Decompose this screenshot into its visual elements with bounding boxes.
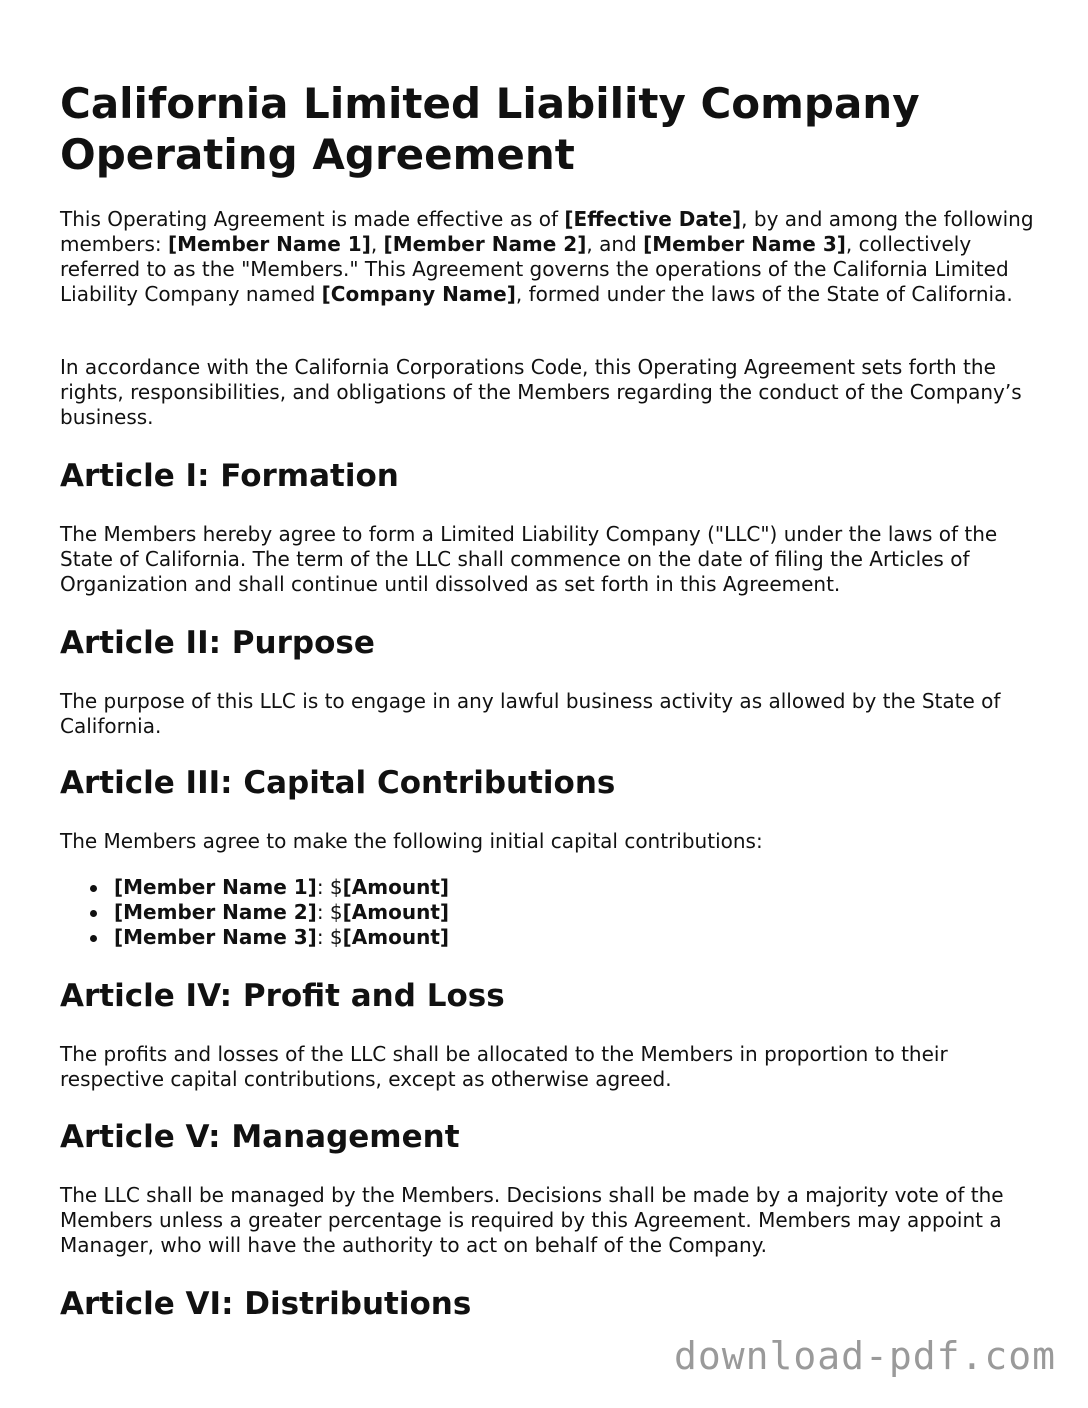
member-name-2-field: [Member Name 2] [383, 232, 587, 256]
article-2-heading: Article II: Purpose [60, 625, 375, 661]
intro-paragraph: This Operating Agreement is made effective as of [Effective Date], by and among the following members: [Member Name 1], [Member Name 2], and [Member Name 3], collectively referred to as the "Members." This Agreement governs the operations of the California Limited Liability Company named [Company Name], formed under the laws of the State of California. [60, 207, 1034, 306]
member-name-3-field: [Member Name 3] [643, 232, 846, 256]
company-name-field: [Company Name] [321, 282, 516, 306]
contributions-list [60, 875, 449, 950]
article-5-body: The LLC shall be managed by the Members. Decisions shall be made by a majority vote of the Members unless a greater percentage is required by this Agreement. Members may appoint a Manager, who will have the authority to act on behalf of the Company. [60, 1183, 1004, 1257]
article-4-body: The profits and losses of the LLC shall be allocated to the Members in proportion to their respective capital contributions, except as otherwise agreed. [60, 1042, 948, 1091]
article-1-heading: Article I: Formation [60, 458, 399, 494]
list-item: [Member Name 1]: $[Amount] [60, 875, 449, 900]
list-item: [Member Name 2]: $[Amount] [60, 900, 449, 925]
article-6-heading: Article VI: Distributions [60, 1286, 472, 1322]
effective-date-field: [Effective Date] [564, 207, 742, 231]
intro-paragraph-2: In accordance with the California Corporations Code, this Operating Agreement sets forth the rights, responsibilities, and obligations of the Members regarding the conduct of the Company’s business. [60, 355, 1022, 429]
article-3-heading: Article III: Capital Contributions [60, 765, 616, 801]
watermark: download-pdf.com [673, 1334, 1056, 1378]
article-4-heading: Article IV: Profit and Loss [60, 978, 505, 1014]
list-item: [Member Name 3]: $[Amount] [60, 925, 449, 950]
article-3-body: The Members agree to make the following initial capital contributions: [60, 829, 763, 853]
article-5-heading: Article V: Management [60, 1119, 460, 1155]
article-1-body: The Members hereby agree to form a Limited Liability Company ("LLC") under the laws of the State of California. The term of the LLC shall commence on the date of filing the Articles of Organization and shall continue until dissolved as set forth in this Agreement. [60, 522, 998, 596]
document-title: California Limited Liability Company Operating Agreement [60, 79, 920, 179]
article-2-body: The purpose of this LLC is to engage in any lawful business activity as allowed by the State of California. [60, 689, 1001, 738]
member-name-1-field: [Member Name 1] [168, 232, 371, 256]
